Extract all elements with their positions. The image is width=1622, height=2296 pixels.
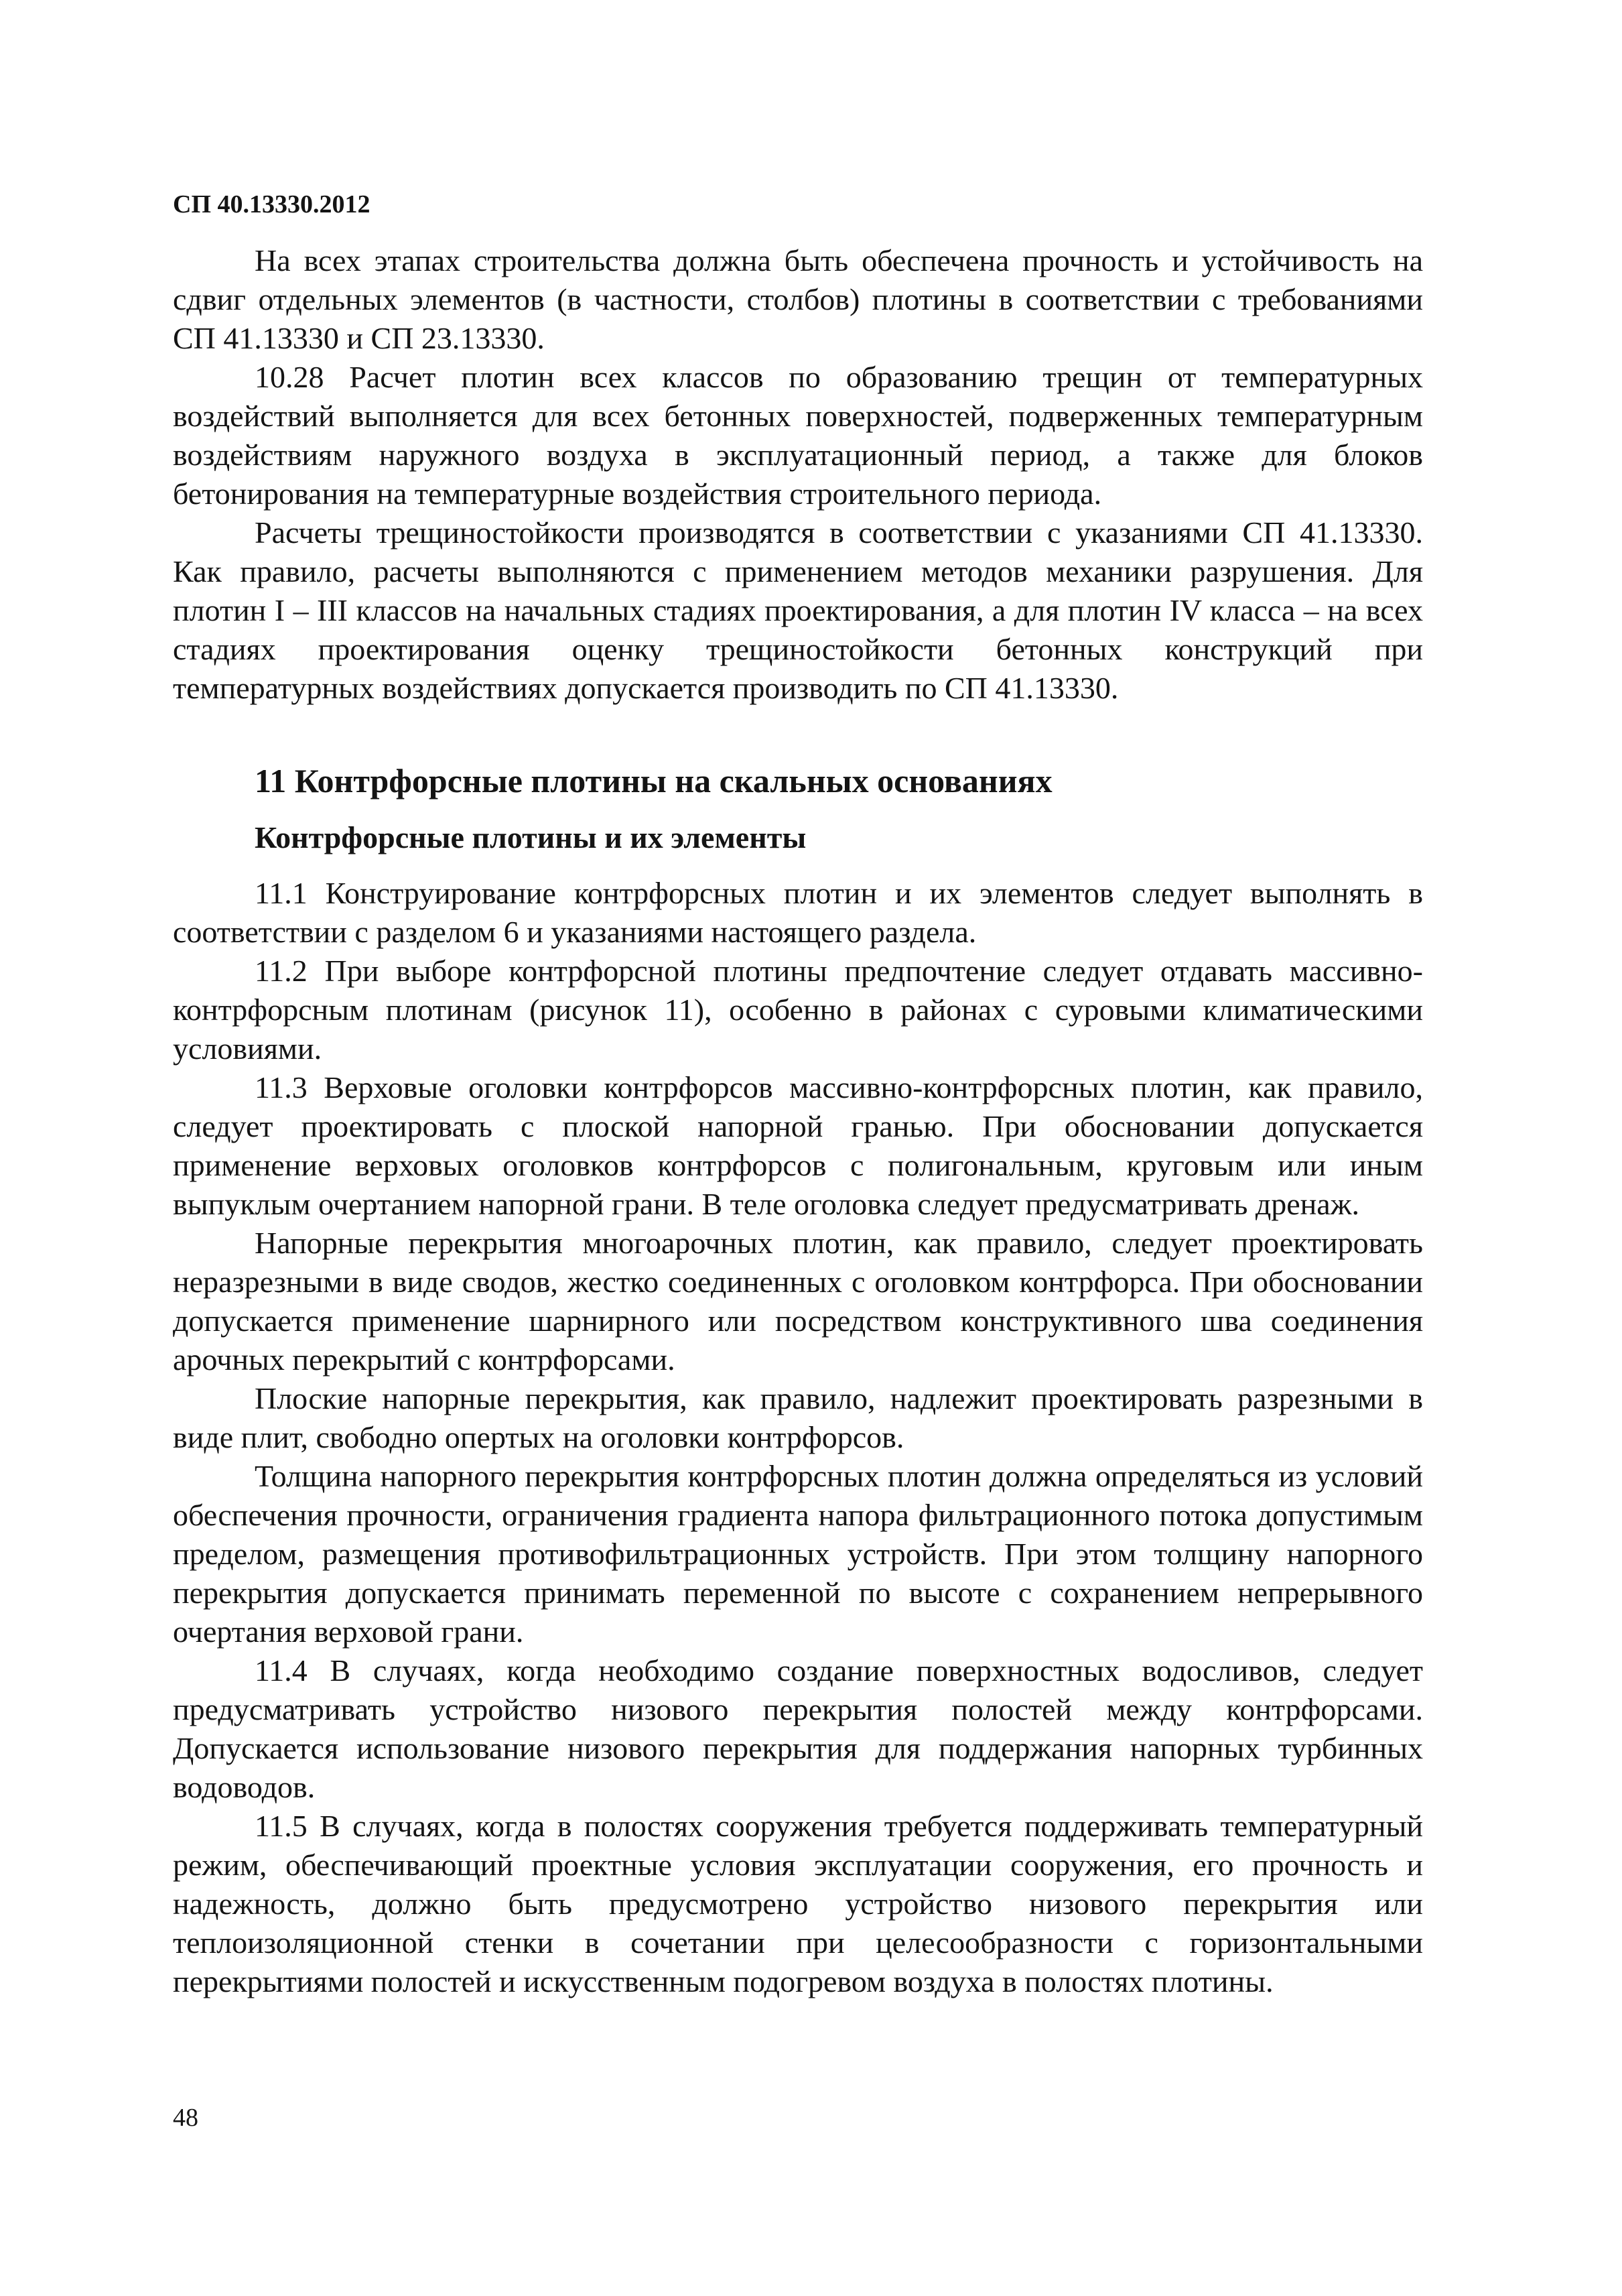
paragraph-crack-resistance: Расчеты трещиностойкости производятся в соответствии с указаниями СП 41.13330. Как правило, расчеты выполняются с применением методов механики разрушения. Для плотин I – III классов на начальных стадиях проектирования, а для плотин IV класса – на всех стадиях проектирования оценку трещиностойкости бетонных конструкций при температурных воздействиях допускается производить по СП 41.13330. — [173, 515, 1423, 705]
document-code-header: СП 40.13330.2012 — [173, 190, 370, 218]
page-number: 48 — [173, 2104, 198, 2132]
paragraph-10-28: 10.28 Расчет плотин всех классов по образованию трещин от температурных воздействий выполняется для всех бетонных поверхностей, подверженных температурным воздействиям наружного воздуха в эксплуатационный период, а также для блоков бетонирования на температурные воздействия строительного периода. — [173, 360, 1423, 511]
paragraph-multi-arch-dams: Напорные перекрытия многоарочных плотин, как правило, следует проектировать неразрезными в виде сводов, жестко соединенных с оголовком контрфорса. При обосновании допускается применение шарнирного или посредством конструктивного шва соединения арочных перекрытий с контрфорсами. — [173, 1226, 1423, 1377]
section-heading-11: 11 Контрфорсные плотины на скальных основаниях — [255, 762, 1053, 800]
document-body — [173, 241, 1423, 2001]
paragraph-flat-slabs: Плоские напорные перекрытия, как правило, надлежит проектировать разрезными в виде плит, свободно опертых на оголовки контрфорсов. — [173, 1381, 1423, 1454]
paragraph-11-1: 11.1 Конструирование контрфорсных плотин и их элементов следует выполнять в соответствии с разделом 6 и указаниями настоящего раздела. — [173, 876, 1423, 949]
paragraph-11-2: 11.2 При выборе контрфорсной плотины предпочтение следует отдавать массивно-контрфорсным плотинам (рисунок 11), особенно в районах с суровыми климатическими условиями. — [173, 954, 1423, 1066]
paragraph-slab-thickness: Толщина напорного перекрытия контрфорсных плотин должна определяться из условий обеспечения прочности, ограничения градиента напора фильтрационного потока допустимым пределом, размещения противофильтрационных устройств. При этом толщину напорного перекрытия допускается принимать переменной по высоте с сохранением непрерывного очертания верховой грани. — [173, 1459, 1423, 1649]
paragraph-11-4: 11.4 В случаях, когда необходимо создание поверхностных водосливов, следует предусматривать устройство низового перекрытия полостей между контрфорсами. Допускается использование низового перекрытия для поддержания напорных турбинных водоводов. — [173, 1653, 1423, 1804]
paragraph-stability-requirement: На всех этапах строительства должна быть обеспечена прочность и устойчивость на сдвиг отдельных элементов (в частности, столбов) плотины в соответствии с требованиями СП 41.13330 и СП 23.13330. — [173, 243, 1423, 355]
paragraph-11-5: 11.5 В случаях, когда в полостях сооружения требуется поддерживать температурный режим, обеспечивающий проектные условия эксплуатации сооружения, его прочность и надежность, должно быть предусмотрено устройство низового перекрытия или теплоизоляционной стенки в сочетании при целесообразности с горизонтальными перекрытиями полостей и искусственным подогревом воздуха в полостях плотины. — [173, 1809, 1423, 1998]
paragraph-11-3: 11.3 Верховые оголовки контрфорсов массивно-контрфорсных плотин, как правило, следует проектировать с плоской напорной гранью. При обосновании допускается применение верховых оголовков контрфорсов с полигональным, круговым или иным выпуклым очертанием напорной грани. В теле оголовка следует предусматривать дренаж. — [173, 1070, 1423, 1221]
subsection-heading: Контрфорсные плотины и их элементы — [255, 820, 807, 854]
